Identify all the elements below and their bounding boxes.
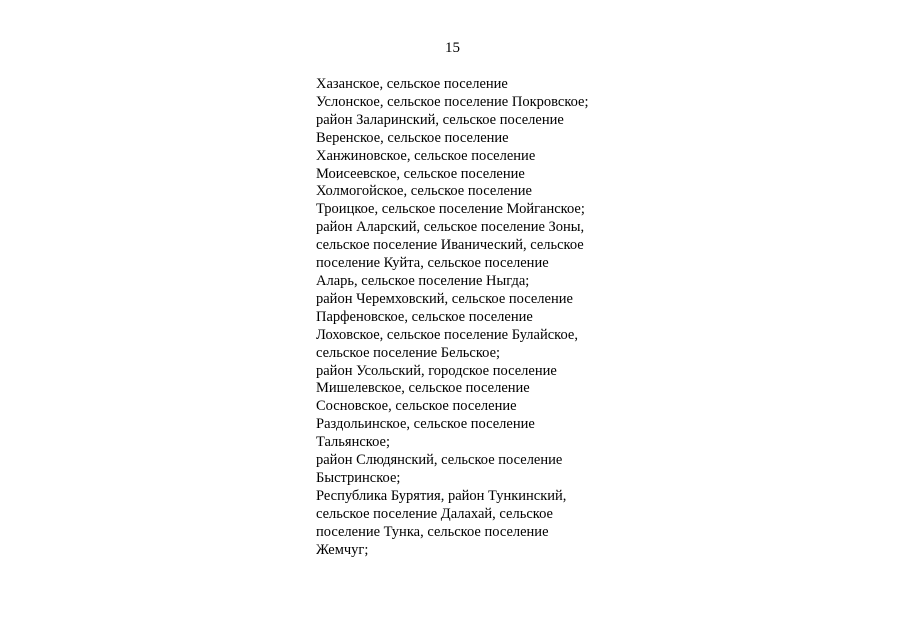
text-line-22: район Слюдянский, сельское поселение bbox=[316, 452, 563, 469]
text-line-12: Аларь, сельское поселение Ныгда; bbox=[316, 272, 530, 289]
text-line-21: Тальянское; bbox=[316, 434, 390, 451]
text-line-26: поселение Тунка, сельское поселение bbox=[316, 523, 549, 540]
text-line-8: Троицкое, сельское поселение Мойганское; bbox=[316, 201, 585, 218]
text-line-17: район Усольский, городское поселение bbox=[316, 362, 557, 379]
page-number: 15 bbox=[445, 40, 460, 56]
text-line-23: Быстринское; bbox=[316, 469, 401, 486]
text-line-25: сельское поселение Далахай, сельское bbox=[316, 505, 553, 522]
text-line-16: сельское поселение Бельское; bbox=[316, 344, 501, 361]
text-line-18: Мишелевское, сельское поселение bbox=[316, 380, 530, 397]
text-line-11: поселение Куйта, сельское поселение bbox=[316, 255, 549, 272]
text-line-13: район Черемховский, сельское поселение bbox=[316, 290, 573, 307]
text-line-24: Республика Бурятия, район Тункинский, bbox=[316, 487, 567, 504]
text-line-9: район Аларский, сельское поселение Зоны, bbox=[316, 219, 585, 236]
text-line-20: Раздольинское, сельское поселение bbox=[316, 416, 535, 433]
text-line-27: Жемчуг; bbox=[316, 541, 369, 558]
text-line-14: Парфеновское, сельское поселение bbox=[316, 308, 533, 325]
text-line-3: район Заларинский, сельское поселение bbox=[316, 111, 564, 128]
text-line-6: Моисеевское, сельское поселение bbox=[316, 165, 525, 182]
document-text bbox=[316, 76, 716, 559]
text-line-10: сельское поселение Иванический, сельское bbox=[316, 237, 584, 254]
text-line-4: Веренское, сельское поселение bbox=[316, 129, 509, 146]
text-line-2: Услонское, сельское поселение Покровское; bbox=[316, 93, 589, 110]
text-line-1: Хазанское, сельское поселение bbox=[316, 76, 508, 92]
text-line-19: Сосновское, сельское поселение bbox=[316, 398, 517, 415]
text-line-5: Ханжиновское, сельское поселение bbox=[316, 147, 536, 164]
text-line-15: Лоховское, сельское поселение Булайское, bbox=[316, 326, 578, 343]
text-line-7: Холмогойское, сельское поселение bbox=[316, 183, 532, 200]
